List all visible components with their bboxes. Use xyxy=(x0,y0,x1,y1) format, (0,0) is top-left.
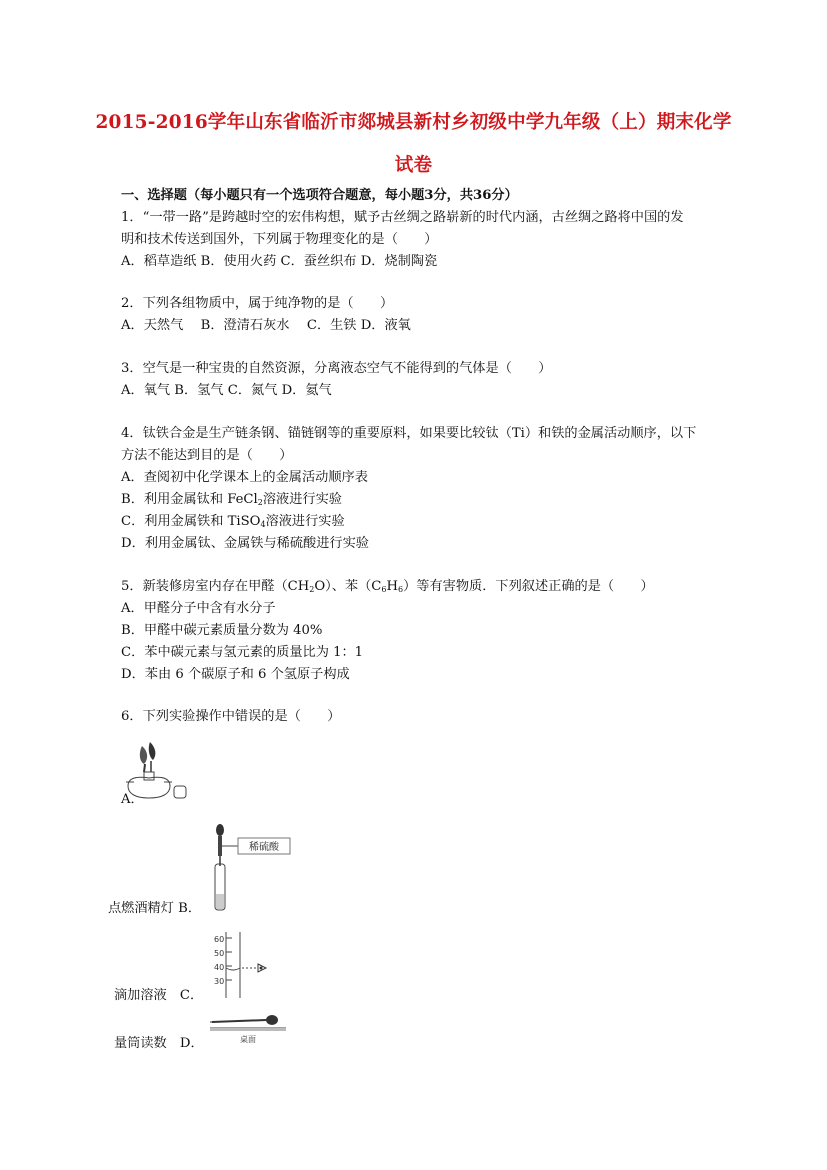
q6-option-b-label: 点燃酒精灯 B． xyxy=(108,901,202,916)
dropper-on-table-figure xyxy=(208,1012,288,1046)
q3-options: A．氧气 B．氢气 C．氮气 D．氦气 xyxy=(121,383,332,398)
q4-stem-line2: 方法不能达到目的是（ ） xyxy=(121,448,293,463)
q5-option-d: D．苯由 6 个碳原子和 6 个氢原子构成 xyxy=(121,667,350,682)
section-heading: 一、选择题（每小题只有一个选项符合题意，每小题3分，共36分） xyxy=(121,188,518,203)
q6-option-d-label: 量筒读数 D． xyxy=(114,1036,204,1051)
q1-stem-line1: 1．“一带一路”是跨越时空的宏伟构想，赋予古丝绸之路崭新的时代内涵，古丝绸之路将中国的发 xyxy=(121,210,684,225)
q5-option-a: A．甲醛分子中含有水分子 xyxy=(121,601,276,616)
tick-label-60: 60 xyxy=(214,935,225,944)
q6-option-a-label: A． xyxy=(121,792,144,807)
q3-stem: 3．空气是一种宝贵的自然资源，分离液态空气不能得到的气体是（ ） xyxy=(121,361,552,376)
page-title: 2015-2016学年山东省临沂市郯城县新村乡初级中学九年级（上）期末化学 xyxy=(95,112,732,133)
q2-stem: 2．下列各组物质中，属于纯净物的是（ ） xyxy=(121,296,394,311)
tick-label-40: 40 xyxy=(214,963,225,972)
q5-option-b: B．甲醛中碳元素质量分数为 40% xyxy=(121,623,323,638)
q5-stem: 5．新装修房室内存在甲醛$(CH_2O)$、苯$(C_6H_6)$等有害物质．下列叙述正确的是（ ） xyxy=(121,579,654,594)
tick-label-50: 50 xyxy=(214,949,225,958)
q4-option-d: D．利用金属钛、金属铁与稀硫酸进行实验 xyxy=(121,536,369,551)
q5-option-c: C．苯中碳元素与氢元素的质量比为 1：1 xyxy=(121,645,364,660)
tick-label-30: 30 xyxy=(214,977,225,986)
q6-stem: 6．下列实验操作中错误的是（ ） xyxy=(121,709,341,724)
dropper-label: 稀硫酸 xyxy=(249,842,279,853)
q6-option-c-label: 滴加溶液 C． xyxy=(114,988,204,1003)
q1-options: A．稻草造纸 B．使用火药 C．蚕丝织布 D．烧制陶瓷 xyxy=(121,254,438,269)
dropper-figure xyxy=(208,822,298,914)
q4-stem-line1: 4．钛铁合金是生产链条钢、锚链钢等的重要原料，如果要比较钛（Ti）和铁的金属活动顺序，以下 xyxy=(121,426,697,441)
q4-option-a: A．查阅初中化学课本上的金属活动顺序表 xyxy=(121,470,368,485)
q1-stem-line2: 明和技术传送到国外，下列属于物理变化的是（ ） xyxy=(121,232,438,247)
graduated-cylinder-figure xyxy=(208,928,278,1000)
q4-option-b: B．利用金属钛和 FeCl$_2$溶液进行实验 xyxy=(121,492,342,507)
q4-option-c: C．利用金属铁和 TiSO$_4$溶液进行实验 xyxy=(121,514,345,529)
page-title-continued: 试卷 xyxy=(394,155,433,176)
table-label: 桌面 xyxy=(240,1035,256,1044)
q2-options: A．天然气 B．澄清石灰水 C．生铁 D．液氧 xyxy=(121,318,411,333)
